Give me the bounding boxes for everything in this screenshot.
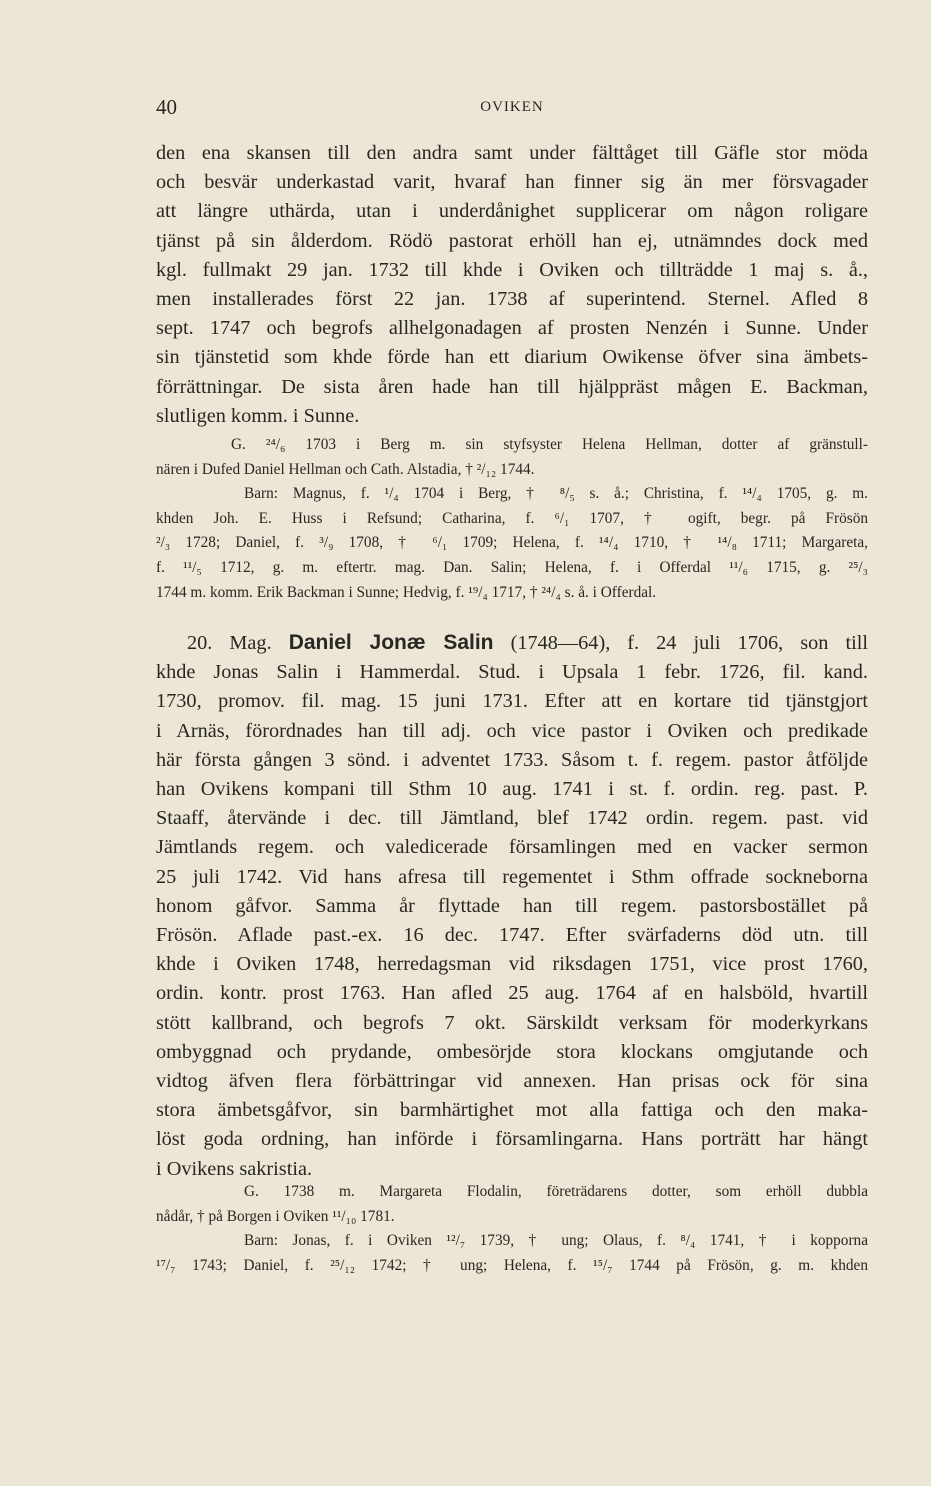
text-line: khde Jonas Salin i Hammerdal. Stud. i Upsala 1 febr. 1726, fil. kand. bbox=[156, 661, 868, 684]
text-line: Jämtlands regem. och valedicerade församlingen med en vacker sermon bbox=[156, 836, 868, 859]
text-line: den ena skansen till den andra samt under fälttåget till Gäfle stor möda bbox=[156, 142, 868, 164]
entry-name: Daniel Jonæ Salin bbox=[288, 631, 494, 654]
text-line: i Ovikens sakristia. bbox=[156, 1157, 313, 1180]
note-line: khden Joh. E. Huss i Refsund; Catharina, f. ⁶/₁ 1707, † ogift, begr. på Frösön bbox=[156, 509, 868, 527]
text-line: förrättningar. De sista åren hade han till hjälppräst mågen E. Backman, bbox=[156, 375, 868, 398]
text-line: kgl. fullmakt 29 jan. 1732 till khde i Oviken och tillträdde 1 maj s. å., bbox=[156, 258, 868, 281]
note-line: ¹⁷/₇ 1743; Daniel, f. ²⁵/₁₂ 1742; † ung; Helena, f. ¹⁵/₇ 1744 på Frösön, g. m. khden bbox=[156, 1256, 868, 1274]
note-line: G. ²⁴/₆ 1703 i Berg m. sin styfsyster Helena Hellman, dotter af gränstull- bbox=[231, 436, 868, 453]
text-line: och besvär underkastad varit, hvaraf han finner sig än mer försvagader bbox=[156, 171, 868, 194]
text-line: khde i Oviken 1748, herredagsman vid riksdagen 1751, vice prost 1760, bbox=[156, 953, 868, 976]
page-header bbox=[156, 95, 868, 121]
text-line: ombyggnad och prydande, ombesörjde stora klockans omgjutande och bbox=[156, 1040, 868, 1063]
entry-heading-line bbox=[156, 628, 868, 658]
text-line: i Arnäs, förordnades han till adj. och vice pastor i Oviken och predikade bbox=[156, 719, 868, 742]
note-line: G. 1738 m. Margareta Flodalin, företrädarens dotter, som erhöll dubbla bbox=[244, 1183, 868, 1200]
text-line: slutligen komm. i Sunne. bbox=[156, 404, 360, 427]
family-note-2 bbox=[156, 1180, 868, 1278]
note-line: 1744 m. komm. Erik Backman i Sunne; Hedvig, f. ¹⁹/₄ 1717, † ²⁴/₄ s. å. i Offerdal. bbox=[156, 583, 657, 601]
text-line: vidtog äfven flera förbättringar vid annexen. Han prisas ock för sina bbox=[156, 1070, 868, 1093]
note-line: Barn: Jonas, f. i Oviken ¹²/₇ 1739, † ung; Olaus, f. ⁸/₄ 1741, † i kopporna bbox=[244, 1232, 868, 1250]
text-line: 25 juli 1742. Vid hans afresa till regementet i Sthm offrade sockneborna bbox=[156, 865, 868, 888]
running-title: OVIKEN bbox=[480, 99, 544, 115]
text-line: att längre uthärda, utan i underdånighet supplicerar om någon roligare bbox=[156, 200, 868, 223]
text-line: tjänst på sin ålderdom. Rödö pastorat erhöll han ej, utnämndes dock med bbox=[156, 229, 868, 252]
text-line: honom gåfvor. Samma år flyttade han till regem. pastorsbostället på bbox=[156, 894, 868, 917]
paragraph-continuation bbox=[156, 139, 868, 431]
text-line: stött kallbrand, och begrofs 7 okt. Särskildt verksam för moderkyrkans bbox=[156, 1011, 868, 1034]
entry-number: 20. Mag. bbox=[187, 632, 272, 654]
text-line: löst goda ordning, han införde i församlingarna. Hans porträtt har hängt bbox=[156, 1128, 868, 1151]
text-line: sept. 1747 och begrofs allhelgonadagen af prosten Nenzén i Sunne. Under bbox=[156, 317, 868, 340]
note-line: f. ¹¹/₅ 1712, g. m. eftertr. mag. Dan. Salin; Helena, f. i Offerdal ¹¹/₆ 1715, g. ²⁵/₃ bbox=[156, 558, 868, 576]
note-line: ²/₃ 1728; Daniel, f. ³/₉ 1708, † ⁶/₁ 1709; Helena, f. ¹⁴/₄ 1710, † ¹⁴/₈ 1711; Margareta, bbox=[156, 534, 868, 552]
text-line: stora ämbetsgåfvor, sin barmhärtighet mot alla fattiga och den maka- bbox=[156, 1099, 868, 1122]
entry-20 bbox=[156, 628, 868, 1184]
text-line: men installerades först 22 jan. 1738 af superintend. Sternel. Afled 8 bbox=[156, 288, 868, 311]
page-number: 40 bbox=[156, 95, 177, 119]
note-line: nären i Dufed Daniel Hellman och Cath. Alstadia, † ²/₁₂ 1744. bbox=[156, 460, 535, 478]
text-line: sin tjänstetid som khde förde han ett diarium Owikense öfver sina ämbets- bbox=[156, 346, 868, 369]
text-line: Staaff, återvände i dec. till Jämtland, blef 1742 ordin. regem. past. vid bbox=[156, 807, 868, 830]
text-line: Frösön. Aflade past.-ex. 16 dec. 1747. Efter svärfaderns död utn. till bbox=[156, 924, 868, 947]
text-line: ordin. kontr. prost 1763. Han afled 25 aug. 1764 af en halsböld, hvartill bbox=[156, 982, 868, 1005]
family-note-1 bbox=[156, 433, 868, 605]
entry-first-line: (1748—64), f. 24 juli 1706, son till bbox=[510, 632, 868, 654]
note-line: Barn: Magnus, f. ¹/₄ 1704 i Berg, † ⁸/₅ s. å.; Christina, f. ¹⁴/₄ 1705, g. m. bbox=[244, 485, 868, 503]
text-line: 1730, promov. fil. mag. 15 juni 1731. Efter att en kortare tid tjänstgjort bbox=[156, 690, 868, 713]
text-line: här första gången 3 sönd. i adventet 1733. Såsom t. f. regem. pastor åtföljde bbox=[156, 748, 868, 771]
note-line: nådår, † på Borgen i Oviken ¹¹/₁₀ 1781. bbox=[156, 1207, 395, 1225]
text-line: han Ovikens kompani till Sthm 10 aug. 1741 i st. f. ordin. reg. past. P. bbox=[156, 778, 868, 801]
